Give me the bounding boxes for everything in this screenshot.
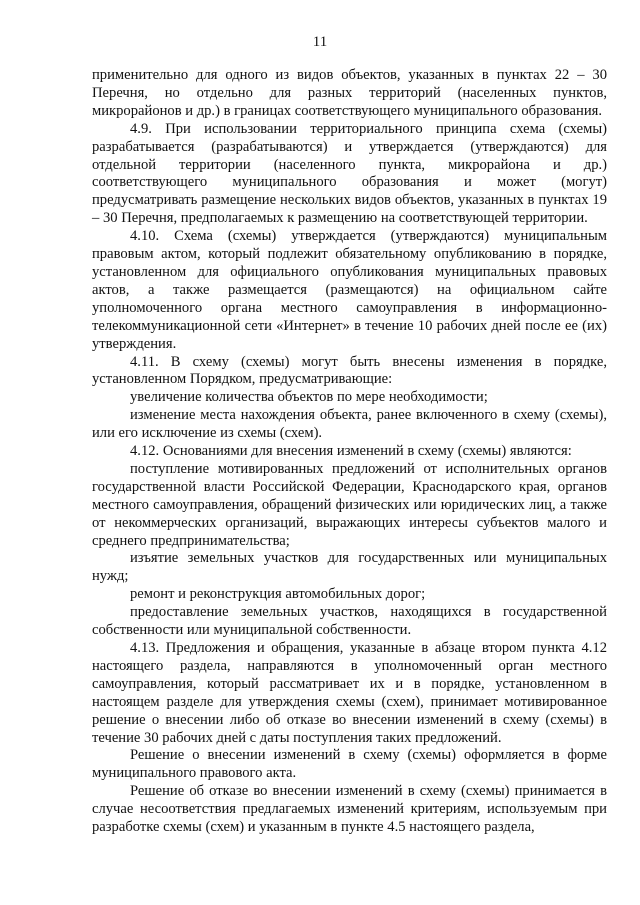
list-item-land-seizure: изъятие земельных участков для государственных или муниципальных нужд;	[92, 550, 607, 585]
list-item-road-repair: ремонт и реконструкция автомобильных дорог;	[130, 586, 426, 603]
paragraph-decision-changes: Решение о внесении изменений в схему (схемы) оформляется в форме муниципального правового акта.	[92, 747, 607, 782]
paragraph-decision-refusal: Решение об отказе во внесении изменений в схему (схемы) принимается в случае несоответствия предлагаемых изменений критериям, используемым при разработке схемы (схем) и указанным в пункте 4.5 настоящего раздела,	[92, 783, 607, 836]
list-item-proposals: поступление мотивированных предложений от исполнительных органов государственной власти Российской Федерации, Краснодарского края, органов местного самоуправления, обращений физических или юридических лиц, а также от некоммерческих организаций, выражающих интересы субъектов малого и среднего предпринимательства;	[92, 460, 607, 549]
list-item-increase: увеличение количества объектов по мере необходимости;	[130, 389, 488, 406]
list-item-land-provision: предоставление земельных участков, находящихся в государственной собственности или муниципальной собственности.	[92, 604, 607, 639]
document-body	[92, 67, 607, 837]
page-number: 11	[312, 34, 328, 50]
paragraph-continuation: применительно для одного из видов объектов, указанных в пунктах 22 – 30 Перечня, но отдельно для разных территорий (населенных пунктов, микрорайонов и др.) в границах соответствующего муниципального образования.	[92, 67, 607, 119]
paragraph-4-12: 4.12. Основаниями для внесения изменений в схему (схемы) являются:	[130, 443, 572, 460]
paragraph-4-11: 4.11. В схему (схемы) могут быть внесены изменения в порядке, установленном Порядком, предусматривающие:	[92, 353, 607, 388]
paragraph-4-10: 4.10. Схема (схемы) утверждается (утверждаются) муниципальным правовым актом, который подлежит обязательному опубликованию в порядке, установленном для официального опубликования муниципальных правовых актов, а также размещается (размещаются) на официальном сайте уполномоченного органа местного самоуправления в информационно-телекоммуникационной сети «Интернет» в течение 10 рабочих дней после ее (их) утверждения.	[92, 228, 607, 352]
list-item-change-location: изменение места нахождения объекта, ранее включенного в схему (схемы), или его исключение из схемы (схем).	[92, 407, 607, 442]
paragraph-4-9: 4.9. При использовании территориального принципа схема (схемы) разрабатывается (разрабатываются) и утверждается (утверждаются) для отдельной территории (населенного пункта, микрорайона и др.) соответствующего муниципального образования и может (могут) предусматривать размещение нескольких видов объектов, указанных в пунктах 19 – 30 Перечня, предполагаемых к размещению на соответствующей территории.	[92, 120, 607, 227]
paragraph-4-13: 4.13. Предложения и обращения, указанные в абзаце втором пункта 4.12 настоящего раздела, направляются в уполномоченный орган местного самоуправления, который рассматривает их и в порядке, установленном в настоящем разделе для утверждения схемы (схем), принимает мотивированное решение о внесении либо об отказе во внесении изменений в схему (схемы) в течение 30 рабочих дней с даты поступления таких предложений.	[92, 640, 607, 746]
